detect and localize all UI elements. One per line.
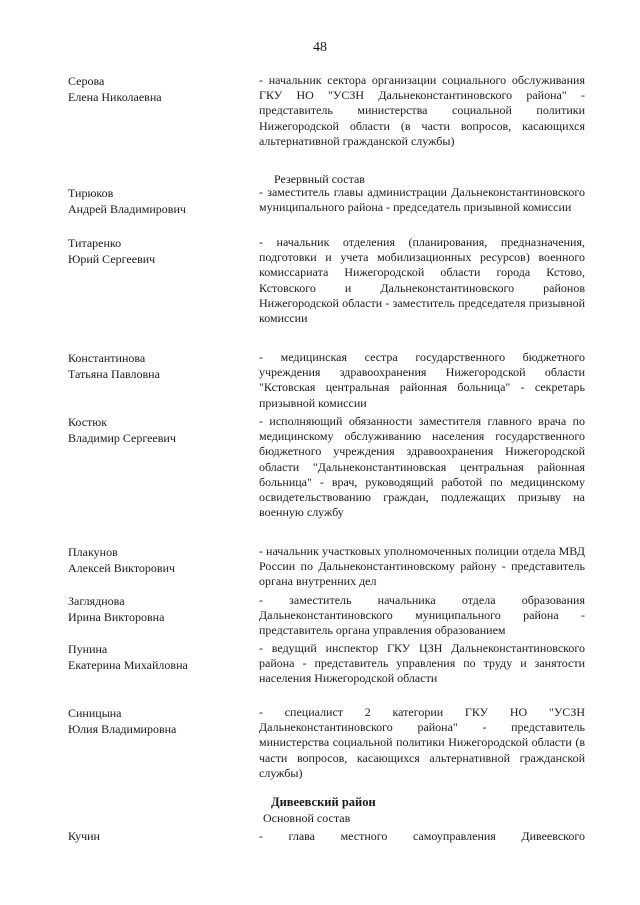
list-item bbox=[0, 641, 640, 705]
person-name bbox=[68, 705, 248, 737]
surname: Константинова bbox=[68, 351, 146, 365]
list-item bbox=[0, 544, 640, 593]
given-names: Юрий Сергеевич bbox=[68, 252, 156, 266]
page-number: 48 bbox=[313, 40, 327, 55]
surname: Синицына bbox=[68, 706, 122, 720]
list-item bbox=[0, 593, 640, 641]
given-names: Екатерина Михайловна bbox=[68, 658, 188, 672]
person-name bbox=[68, 641, 248, 673]
surname: Плакунов bbox=[68, 545, 118, 559]
district-heading: Дивеевский район bbox=[271, 795, 376, 809]
person-name bbox=[68, 73, 248, 105]
given-names: Юлия Владимировна bbox=[68, 722, 177, 736]
role-description: - начальник отделения (планирования, предназначения, подготовки и учета мобилизационных ресурсов) военного комиссариата Нижегородской области города Кстово, Кстовского и Дальнеконстантиновского районов Нижегородской области - заместитель председателя призывной комиссии bbox=[259, 235, 585, 326]
list-item bbox=[0, 73, 640, 185]
role-description: - ведущий инспектор ГКУ ЦЗН Дальнеконстантиновского района - представитель управления по труду и занятости населения Нижегородской области bbox=[259, 641, 585, 686]
given-names: Татьяна Павловна bbox=[68, 367, 160, 381]
list-item bbox=[0, 705, 640, 783]
person-name bbox=[68, 185, 248, 217]
list-item bbox=[0, 185, 640, 235]
given-names: Андрей Владимирович bbox=[68, 202, 186, 216]
surname: Серова bbox=[68, 74, 105, 88]
given-names: Ирина Викторовна bbox=[68, 610, 165, 624]
given-names: Владимир Сергеевич bbox=[68, 431, 176, 445]
list-item bbox=[0, 414, 640, 544]
surname: Кучин bbox=[68, 829, 100, 843]
role-description: - медицинская сестра государственного бюджетного учреждения здравоохранения Нижегородской области "Кстовская центральная районная больница" - секретарь призывной комиссии bbox=[259, 350, 585, 410]
surname: Тирюков bbox=[68, 186, 114, 200]
person-name bbox=[68, 414, 248, 446]
surname: Загляднова bbox=[68, 594, 125, 608]
commission-list bbox=[0, 73, 640, 783]
given-names: Елена Николаевна bbox=[68, 90, 162, 104]
section-heading-reserve: Резервный состав bbox=[274, 172, 365, 186]
given-names: Алексей Викторович bbox=[68, 561, 176, 575]
role-description: - начальник сектора организации социального обслуживания ГКУ НО "УСЗН Дальнеконстантиновского района" - представитель министерства социальной политики Нижегородской области (в части вопросов, касающихся альтернативной гражданской службы) bbox=[259, 73, 585, 148]
section-heading-main: Основной состав bbox=[263, 811, 351, 825]
person-name bbox=[68, 828, 248, 844]
person-name bbox=[68, 544, 248, 576]
person-name bbox=[68, 235, 248, 267]
person-name bbox=[68, 350, 248, 382]
role-description: - заместитель начальника отдела образования Дальнеконстантиновского муниципального района - представитель органа управления образованием bbox=[259, 593, 585, 638]
role-description: - глава местного самоуправления Дивеевского bbox=[259, 829, 585, 843]
list-item bbox=[0, 350, 640, 414]
role-description: - начальник участковых уполномоченных полиции отдела МВД России по Дальнеконстантиновскому району - представитель органа внутренних дел bbox=[259, 544, 585, 589]
surname: Костюк bbox=[68, 415, 108, 429]
role-description: - исполняющий обязанности заместителя главного врача по медицинскому обслуживанию населения государственного бюджетного учреждения здравоохранения Нижегородской области "Дальнеконстантиновская центральная районная больница" - врач, руководящий работой по медицинскому освидетельствованию граждан, подлежащих призыву на военную службу bbox=[259, 414, 585, 520]
list-item bbox=[0, 235, 640, 350]
role-description: - заместитель главы администрации Дальнеконстантиновского муниципального района - председатель призывной комиссии bbox=[259, 185, 585, 215]
surname: Титаренко bbox=[68, 236, 122, 250]
role-description: - специалист 2 категории ГКУ НО "УСЗН Дальнеконстантиновского района" - представитель министерства социальной политики Нижегородской области (в части вопросов, касающихся альтернативной гражданской службы) bbox=[259, 705, 585, 780]
person-name bbox=[68, 593, 248, 625]
surname: Пунина bbox=[68, 642, 108, 656]
